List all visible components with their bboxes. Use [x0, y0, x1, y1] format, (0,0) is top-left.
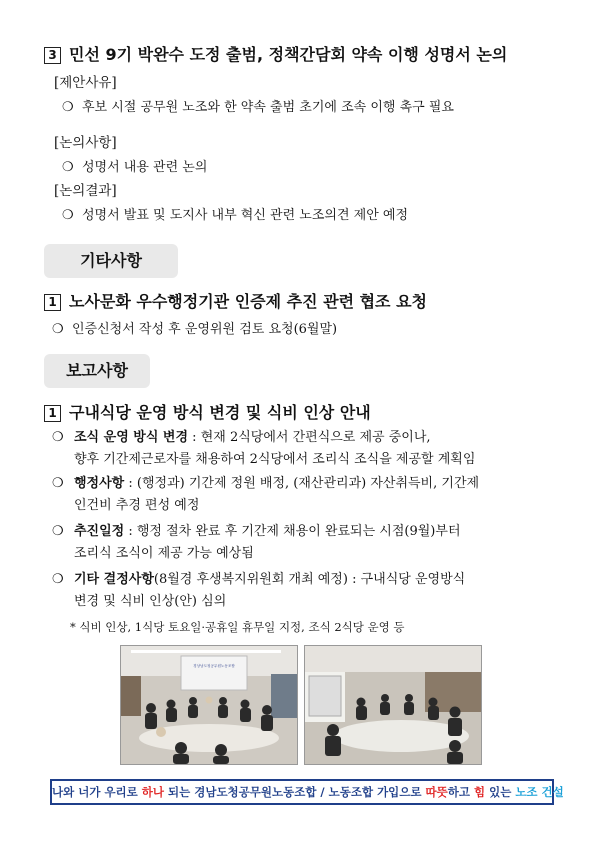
footer-highlight-2: 따뜻 — [425, 785, 448, 799]
others-heading — [44, 289, 427, 312]
section1-title: 민선 9기 박완수 도정 출범, 정책간담회 약속 이행 성명서 논의 — [69, 45, 508, 64]
section-number: 3 — [44, 47, 61, 64]
footer-text-1: 나와 너가 우리로 — [52, 785, 142, 799]
item3-bold: 추진일정 — [74, 524, 125, 539]
reason-text: 후보 시절 공무원 노조와 한 약속 출범 초기에 조속 이행 촉구 필요 — [82, 100, 454, 115]
discuss-bullet — [62, 156, 207, 175]
report-pill: 보고사항 — [44, 354, 150, 388]
others-title: 노사문화 우수행정기관 인증제 추진 관련 협조 요청 — [69, 292, 427, 311]
item3-line2: 조리식 조식이 제공 가능 예상됨 — [74, 546, 254, 561]
section-number: 1 — [44, 405, 61, 422]
meeting-photo-right — [304, 645, 482, 765]
circle-bullet-icon: ❍ — [52, 430, 64, 445]
circle-bullet-icon: ❍ — [52, 476, 64, 491]
footer-slogan — [50, 779, 564, 805]
section1-heading — [44, 42, 507, 65]
meeting-photo-right-image — [305, 646, 481, 764]
discuss-label: [논의사항] — [54, 135, 117, 151]
result-text: 성명서 발표 및 도지사 내부 혁신 관련 노조의견 제안 예정 — [82, 208, 409, 223]
report-title: 구내식당 운영 방식 변경 및 식비 인상 안내 — [69, 403, 371, 422]
circle-bullet-icon: ❍ — [52, 322, 64, 337]
circle-bullet-icon: ❍ — [52, 524, 64, 539]
others-bullet-text: 인증신청서 작성 후 운영위원 검토 요청(6월말) — [72, 322, 338, 337]
item4-text: (8월경 후생복지위원회 개최 예정) : 구내식당 운영방식 — [153, 572, 466, 587]
others-bullet — [52, 318, 337, 337]
circle-bullet-icon: ❍ — [62, 208, 74, 223]
footer-text-4: 있는 — [485, 785, 516, 799]
circle-bullet-icon: ❍ — [62, 160, 74, 175]
report-item-4 — [52, 569, 572, 613]
report-item-3 — [52, 521, 572, 565]
result-label: [논의결과] — [54, 183, 117, 199]
footer-highlight-3: 힘 — [473, 785, 486, 799]
reason-bullet — [62, 96, 454, 115]
result-bullet — [62, 204, 408, 223]
item2-text: : (행정과) 기간제 정원 배정, (재산관리과) 자산취득비, 기간제 — [124, 476, 480, 491]
item2-bold: 행정사항 — [74, 476, 125, 491]
circle-bullet-icon: ❍ — [52, 572, 64, 587]
item1-line2: 향후 기간제근로자를 채용하여 2식당에서 조리식 조식을 제공할 계획임 — [74, 452, 476, 467]
report-item-1 — [52, 427, 572, 471]
item4-bold: 기타 결정사항 — [74, 572, 154, 587]
footer-highlight-4: 노조 건설 — [515, 785, 564, 799]
report-note: * 식비 인상, 1식당 토요일·공휴일 휴무일 지정, 조식 2식당 운영 등 — [70, 620, 405, 634]
meeting-photo-left-image — [121, 646, 297, 764]
discuss-text: 성명서 내용 관련 논의 — [82, 160, 208, 175]
item3-text: : 행정 절차 완료 후 기간제 채용이 완료되는 시점(9월)부터 — [124, 524, 461, 539]
photo-banner-text: 경상남도청공무원노동조합 — [193, 664, 235, 668]
item4-line2: 변경 및 식비 인상(안) 심의 — [74, 594, 227, 609]
footer-text-2: 되는 경남도청공무원노동조합 / 노동조합 가입으로 — [164, 785, 426, 799]
footer-text-3: 하고 — [447, 785, 474, 799]
item1-bold: 조식 운영 방식 변경 — [74, 430, 189, 445]
circle-bullet-icon: ❍ — [62, 100, 74, 115]
others-pill: 기타사항 — [44, 244, 178, 278]
section-number: 1 — [44, 294, 61, 311]
report-heading — [44, 400, 371, 423]
meeting-photo-left — [120, 645, 298, 765]
footer-highlight-1: 하나 — [141, 785, 164, 799]
item2-line2: 인건비 추경 편성 예정 — [74, 498, 200, 513]
report-item-2 — [52, 473, 572, 517]
item1-text: : 현재 2식당에서 간편식으로 제공 중이나, — [188, 430, 431, 445]
reason-label: [제안사유] — [54, 75, 117, 91]
